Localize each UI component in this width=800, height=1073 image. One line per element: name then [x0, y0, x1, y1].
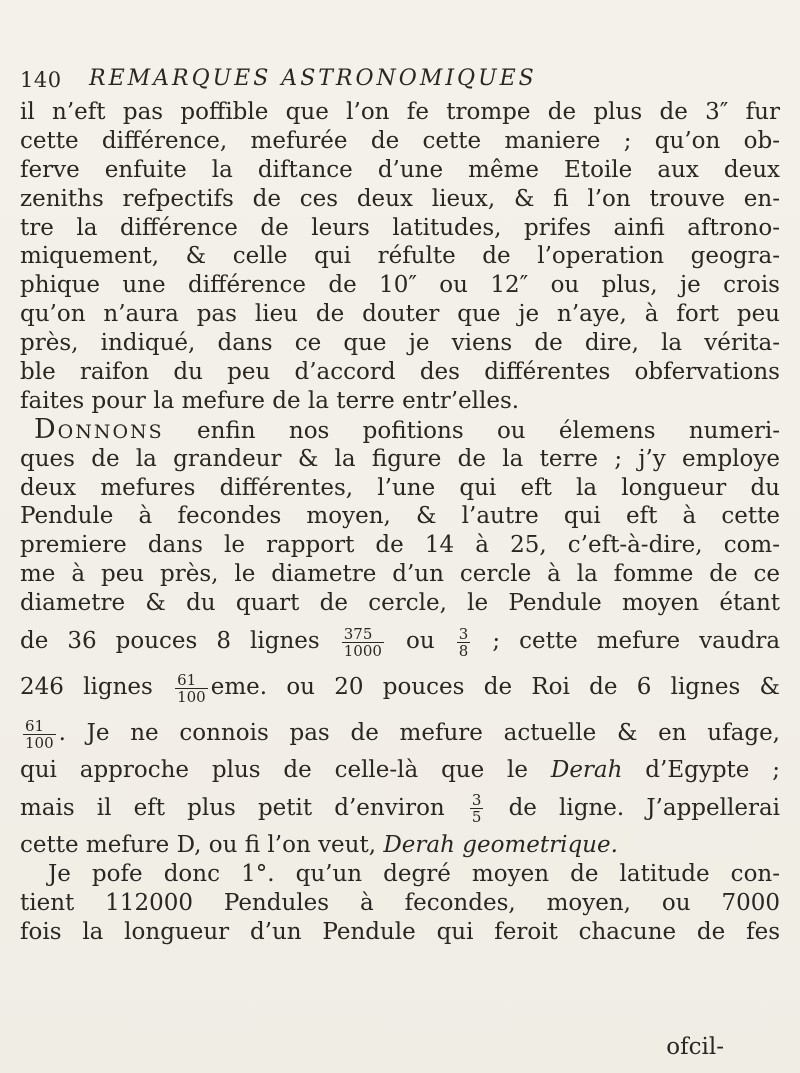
paragraph-start-line [20, 413, 780, 445]
fraction-numerator: 61 [175, 672, 208, 689]
fraction-numerator: 61 [23, 718, 56, 735]
text-line: premiere dans le rapport de 14 à 25, c’eft-à-dire, com- [20, 532, 780, 559]
fraction-numerator: 375 [342, 626, 384, 643]
fraction-denominator: 8 [458, 641, 469, 660]
fraction-denominator: 5 [471, 808, 482, 827]
text-line: deux mefures différentes, l’une qui eft la longueur du [20, 474, 780, 501]
text-line [20, 756, 780, 785]
text-line: ques de la grandeur & la figure de la terre ; j’y employe [20, 445, 780, 472]
text-line: zeniths refpectifs de ces deux lieux, & fi l’on trouve en- [20, 185, 780, 212]
text-fragment: eme. ou 20 pouces de Roi de 6 lignes & [210, 674, 780, 701]
text-line: fois la longueur d’un Pendule qui feroit chacune de fes [20, 918, 780, 945]
catchword: ofcil- [666, 1034, 724, 1060]
formula-line [20, 664, 780, 710]
fraction-numerator: 3 [471, 791, 482, 810]
text-fragment: qui approche plus de celle-là que le [20, 757, 529, 784]
fraction [23, 718, 56, 751]
text-fragment: . Je ne connois pas de mefure actuelle & en ufage, [58, 720, 780, 747]
fraction [342, 626, 384, 659]
text-fragment: cette mefure D, ou fi l’on veut, [20, 831, 377, 858]
formula-line [20, 785, 780, 831]
text-fragment: enfin nos pofitions ou élemens numeri- [163, 417, 780, 444]
fraction [175, 672, 208, 705]
text-line: ferve enfuite la diftance d’une même Etoile aux deux [20, 156, 780, 183]
fraction-numerator: 3 [458, 624, 469, 643]
text-line: qu’on n’aura pas lieu de douter que je n’aye, à fort peu [20, 301, 780, 328]
text-line: Pendule à fecondes moyen, & l’autre qui eft à cette [20, 503, 780, 530]
fraction [457, 626, 471, 659]
text-line: miquement, & celle qui réfulte de l’operation geogra- [20, 243, 780, 270]
formula-line [20, 710, 780, 756]
text-line [20, 831, 780, 860]
text-fragment: ; cette mefure vaudra [492, 628, 781, 655]
text-fragment: de 36 pouces 8 lignes [20, 628, 320, 655]
text-line: faites pour la mefure de la terre entr’elles. [20, 387, 520, 414]
text-line: diametre & du quart de cercle, le Pendule moyen étant [20, 590, 780, 617]
italic-term: Derah geometrique. [383, 831, 618, 858]
paragraph-start-line: Je pofe donc 1°. qu’un degré moyen de latitude con- [48, 860, 780, 887]
text-line: il n’eft pas poffible que l’on fe trompe de plus de 3″ fur [20, 99, 780, 125]
fraction-denominator: 1000 [343, 641, 382, 660]
text-fragment: ou [406, 628, 435, 655]
text-fragment: d’Egypte ; [645, 757, 781, 784]
text-line: phique une différence de 10″ ou 12″ ou plus, je crois [20, 272, 780, 299]
small-caps-lead: Donnons [34, 413, 164, 445]
fraction-denominator: 100 [25, 733, 54, 752]
text-line: tre la différence de leurs latitudes, prifes ainfi aftrono- [20, 214, 780, 241]
body-text [20, 98, 780, 946]
text-fragment: 246 lignes [20, 674, 153, 701]
text-line: me à peu près, le diametre d’un cercle à la fomme de ce [20, 561, 780, 588]
text-fragment: mais il eft plus petit d’environ [20, 794, 445, 821]
text-fragment: de ligne. J’appellerai [508, 794, 781, 821]
fraction-denominator: 100 [177, 687, 206, 706]
italic-term: Derah [550, 757, 623, 784]
page-number: 140 [20, 68, 62, 92]
formula-line [20, 618, 780, 664]
text-line: ble raifon du peu d’accord des différentes obfervations [20, 359, 780, 386]
page-header [20, 62, 780, 96]
text-line: cette différence, mefurée de cette maniere ; qu’on ob- [20, 127, 780, 154]
fraction [470, 792, 484, 825]
running-title: REMARQUES ASTRONOMIQUES [89, 66, 537, 91]
text-line: près, indiqué, dans ce que je viens de dire, la vérita- [20, 330, 780, 357]
text-line: tient 112000 Pendules à fecondes, moyen, ou 7000 [20, 889, 780, 916]
